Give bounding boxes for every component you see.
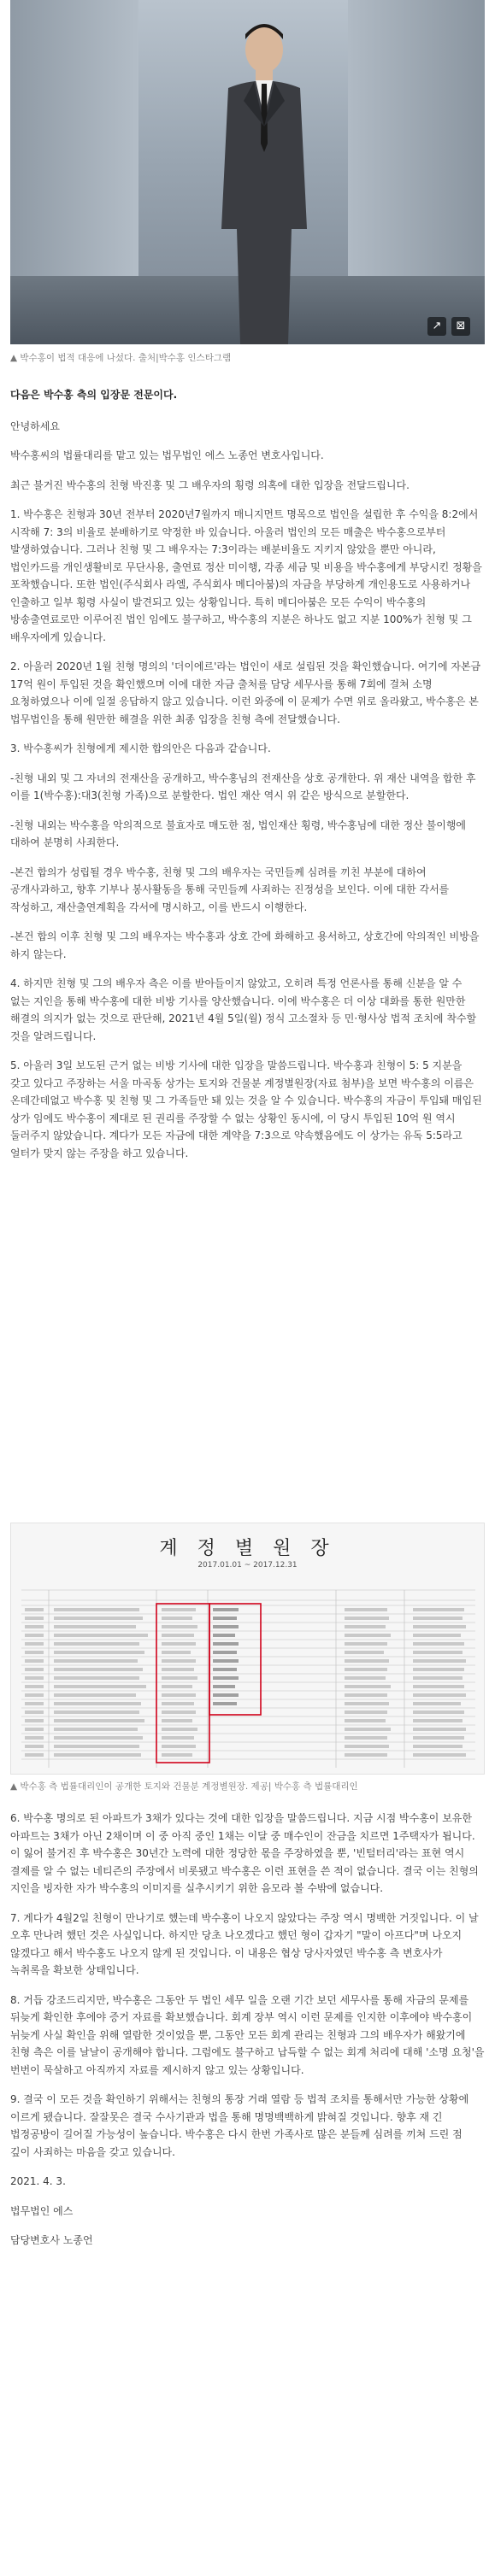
paragraph: 4. 하지만 친형 및 그의 배우자 측은 이를 받아들이지 않았고, 오히려 특정 언론사를 통해 신분을 알 수 없는 지인을 통해 박수홍에 대한 비방 기사를 양산했습니다. 이에 박수홍은 더 이상 대화를 통한 원만한 해결의 의지가 없는 것으로 판단해, 2021년 4월 5일(월) 정식 고소절차 등 민·형사상 법적 조치에 착수할 것을 알려드립니다.: [10, 977, 477, 1042]
law-firm-name: 법무법인 에스: [10, 2204, 74, 2217]
article-photo: [10, 0, 485, 344]
photo-caption: ▲ 박수홍이 법적 대응에 나섰다. 출처|박수홍 인스타그램: [10, 353, 232, 363]
paragraph: 3. 박수홍씨가 친형에게 제시한 합의안은 다음과 같습니다.: [10, 742, 271, 754]
paragraph: 8. 거듭 강조드리지만, 박수홍은 그동안 두 법인 세무 일을 오랜 기간 보던 세무사를 통해 자금의 문제를 뒤늦게 확인한 후에야 증거 자료를 확보했습니다. 회계 장부 역시 이런 문제를 인지한 이후에야 박수홍이 뉘늦게 사실 확인을 위해 열람한 것이었을 뿐, 그동안 모든 회계 관리는 친형과 그의 배우자가 해왔기에 친형 측은 이를 날날이 공개해야 합니다. 그럼에도 불구하고 납득할 수 없는 회계 처리에 대해 '소명 요청'을 번번이 묵살하고 아직까지 자료를 제시하지 않고 있는 상황입니다.: [10, 1993, 485, 2076]
paragraph: -친형 내외 및 그 자녀의 전재산을 공개하고, 박수홍님의 전재산을 상호 공개한다. 위 재산 내역을 합한 후 이를 1(박수홍):대3(친형 가족)으로 분할한다. 법인 재산 역시 위 같은 방식으로 분할한다.: [10, 772, 476, 801]
article-lead: 다음은 박수홍 측의 입장문 전문이다.: [10, 389, 178, 401]
expand-icon[interactable]: ⊠: [451, 317, 470, 336]
share-icon[interactable]: ↗: [427, 317, 446, 336]
paragraph: -본건 합의가 성립될 경우 박수홍, 친형 및 그의 배우자는 국민들께 심려를 끼친 부분에 대하여 공개사과하고, 향후 기부나 봉사활동을 통해 국민들께 사죄하는 진정성을 보인다. 이에 대한 각서를 작성하고, 재산출연계획을 각서에 명시하고, 이를 반드시 이행한다.: [10, 866, 450, 913]
paragraph: 최근 불거진 박수홍의 친형 박진홍 및 그 배우자의 횡령 의혹에 대한 입장을 전달드립니다.: [10, 478, 410, 491]
lawyer-name: 담당변호사 노종언: [10, 2234, 93, 2246]
article-body: [10, 386, 485, 1174]
person-figure: [213, 15, 315, 344]
paragraph: 9. 결국 이 모든 것을 확인하기 위해서는 친형의 통장 거래 열람 등 법적 조치를 통해서만 가능한 상황에 이르게 됐습니다. 잘잘못은 결국 수사기관과 법을 통해 명명백백하게 밝혀질 것입니다. 향후 재 긴 법정공방이 길어질 가능성이 높습니다. 박수홍은 다시 한번 가족사로 많은 분들께 심려를 끼쳐 드린 점 깊이 사죄하는 마음을 갖고 있습니다.: [10, 2093, 469, 2158]
statement-date: 2021. 4. 3.: [10, 2175, 66, 2187]
ledger-document-image: [10, 1523, 485, 1775]
paragraph: 1. 박수홍은 친형과 30년 전부터 2020년7월까지 매니지먼트 명목으로 법인을 설립한 후 수익을 8:2에서 시작해 7: 3의 비율로 분배하기로 약정한 바 있습니다. 아울러 법인의 모든 매출은 박수홍으로부터 발생하였습니다. 그러나 친형 및 그 배우자는 7:3이라는 배분비율도 지키지 않았을 뿐만 아니라, 법인카드를 개인생활비로 무단사용, 출연료 정산 미이행, 각종 세금 및 비용을 박수홍에게 부당시킨 정황을 포착했습니다. 또한 법인(주식회사 라엘, 주식회사 메디아붐)의 자금을 부당하게 개인용도로 사용하거나 인출하고 일부 횡령 사실이 발견되고 있는 상황입니다. 특히 메디아붐은 모든 수익이 박수홍의 방송출연료로만 이루어진 법인 임에도 불구하고, 박수홍의 지분은 하나도 없고 지분 100%가 친형 및 그 배우자에게 있습니다.: [10, 508, 482, 643]
paragraph: 5. 아울러 3일 보도된 근거 없는 비방 기사에 대한 입장을 말씀드립니다. 박수홍과 친형이 5: 5 지분을 갖고 있다고 주장하는 서울 마곡동 상가는 토지와 건물분 계정별원장(자료 첨부)을 보면 박수홍의 이름은 온데간데없고 박수홍 및 친형 및 그 가족들만 돼 있는 것을 알 수 있습니다. 박수홍의 자금이 투입돼 매입된 상가 임에도 박수홍이 제대로 된 권리를 주장할 수 없는 상황인 동시에, 이 당시 투입된 10억 원 역시 둘러주지 않았습니다. 계다가 모든 자금에 대한 계약을 7:3으로 약속했음에도 이 상가는 유독 5:5라고 얼터가 맞지 않는 주장을 하고 있습니다.: [10, 1059, 482, 1159]
ledger-title: 계 정 별 원 장: [159, 1538, 336, 1559]
photo2-caption: ▲ 박수홍 측 법률대리인이 공개한 토지와 건물분 계정별원장. 제공| 박수홍 측 법률대리인: [10, 1781, 358, 1792]
paragraph: 안녕하세요: [10, 420, 60, 432]
paragraph: -친형 내외는 박수홍을 악의적으로 불효자로 매도한 점, 법인재산 횡령, 박수홍님에 대한 정산 불이행에 대하여 분명히 사죄한다.: [10, 819, 467, 848]
paragraph: -본건 합의 이후 친형 및 그의 배우자는 박수홍과 상호 간에 화해하고 용서하고, 상호간에 악의적인 비방을 하지 않는다.: [10, 930, 480, 960]
ledger-period: 2017.01.01 ~ 2017.12.31: [197, 1561, 298, 1570]
paragraph: 박수홍씨의 법률대리를 맡고 있는 법무법인 에스 노종언 변호사입니다.: [10, 449, 324, 461]
paragraph: 7. 게다가 4월2일 친형이 만나기로 했는데 박수홍이 나오지 않았다는 주장 역시 명백한 거짓입니다. 이 날 오후 만나려 했던 것은 사실입니다. 하지만 당초 나오겠다고 했던 형이 갑자기 "말이 아프다"며 나오지 않겠다고 해서 박수홍도 나오지 않게 된 것입니다. 이 내용은 협상 당사자였던 박수홍 측 변호사가 녹취록을 확보한 상태입니다.: [10, 1911, 479, 1976]
paragraph: 2. 아울러 2020년 1월 친형 명의의 '더이에르'라는 법인이 새로 설립된 것을 확인했습니다. 여기에 자본금 17억 원이 투입된 것을 확인했으며 이에 대한 자금 출처를 담당 세무사를 통해 7회에 걸쳐 소명 요청하였으나 이에 일절 응답하지 않고 있습니다. 이런 와중에 이 문제가 수면 위로 올라왔고, 박수홍은 본 법무법인을 통해 원만한 해결을 위한 최종 입장을 친형 측에 전달했습니다.: [10, 660, 481, 725]
paragraph: 6. 박수홍 명의로 된 아파트가 3채가 있다는 것에 대한 입장을 말씀드립니다. 지금 시점 박수홍이 보유한 아파트는 3채가 아닌 2채이며 이 중 아직 중인 1채는 이달 중 매수인이 잔금을 치르면 1주택자가 됩니다. 이 잃어 불거진 후 박수홍은 30년간 노력에 대한 정당한 몫을 주장하였을 뿐, '빈털터리'라는 표현 역시 결제를 알 수 없는 네티즌의 주장에서 비롯됐고 박수홍은 이런 표현을 쓴 적이 없습니다. 결국 이는 친형의 지인을 빙자한 자가 박수홍의 이미지를 실추시키기 위한 음모라 볼 수밖에 없습니다.: [10, 1812, 479, 1894]
article-body-continued: [10, 1810, 485, 2262]
